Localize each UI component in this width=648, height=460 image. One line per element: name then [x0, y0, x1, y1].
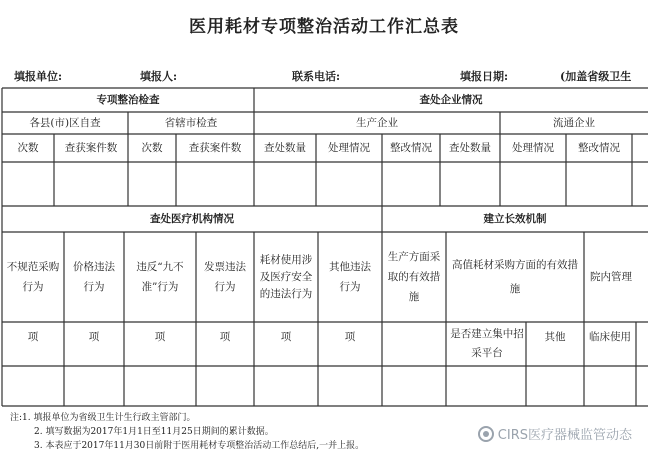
phone-label: 联系电话:: [292, 70, 341, 83]
unit-item-1: 项: [27, 330, 39, 343]
enterprise-investigation-header: 查处企业情况: [419, 93, 483, 106]
watermark: [478, 424, 632, 443]
col-rectification-1: 整改情况: [390, 141, 432, 154]
col-safety-violation: 耗材使用涉及医疗安全的违法行为: [259, 253, 313, 300]
col-other-violation: 其他违法行为: [329, 261, 371, 293]
fill-person-label: 填报人:: [140, 70, 178, 83]
col-other: 其他: [544, 330, 566, 343]
long-term-mechanism-header: 建立长效机制: [483, 212, 547, 225]
col-invoice-violation: 发票违法行为: [204, 261, 246, 293]
fill-date-label: 填报日期:: [460, 70, 509, 83]
col-irregular-purchase: 不规范采购行为: [6, 261, 60, 293]
unit-item-2: 项: [88, 330, 100, 343]
unit-item-3: 项: [154, 330, 166, 343]
col-centralized-platform: 是否建立集中招采平台: [450, 328, 524, 359]
col-clinical-use: 临床使用: [589, 330, 631, 343]
unit-item-4: 项: [219, 330, 231, 343]
note-1: 注:1. 填报单位为省级卫生计生行政主管部门。: [10, 413, 196, 423]
col-cases-2: 查获案件数: [188, 141, 242, 154]
col-procurement-measures: 高值耗材采购方面的有效措施: [452, 259, 578, 295]
col-nine-prohibitions: 违反“九不准”行为: [136, 261, 184, 293]
col-production-measures: 生产方面采取的有效措施: [387, 251, 441, 303]
col-handling-2: 处理情况: [512, 141, 554, 154]
production-enterprise: 生产企业: [356, 116, 398, 129]
wechat-icon: [478, 426, 494, 442]
col-price-violation: 价格违法行为: [73, 261, 115, 293]
city-inspection: 省辖市检查: [164, 116, 218, 129]
unit-item-6: 项: [344, 330, 356, 343]
medical-institution-header: 查处医疗机构情况: [150, 212, 234, 225]
circulation-enterprise: 流通企业: [553, 116, 595, 129]
stamp-note: (加盖省级卫生: [560, 70, 632, 83]
col-handling-1: 处理情况: [328, 141, 370, 154]
special-inspection-header: 专项整治检查: [96, 93, 160, 106]
page-title: 医用耗材专项整治活动工作汇总表: [189, 17, 459, 37]
col-internal-management: 院内管理: [590, 270, 632, 283]
col-rectification-2: 整改情况: [578, 141, 620, 154]
col-cases-1: 查获案件数: [64, 141, 118, 154]
note-3: 3. 本表应于2017年11月30日前附于医用耗材专项整治活动工作总结后,一并上报。: [34, 441, 365, 451]
unit-item-5: 项: [280, 330, 292, 343]
county-self-inspection: 各县(市)区自查: [29, 116, 101, 129]
col-investigated-2: 查处数量: [449, 141, 491, 154]
note-2: 2. 填写数据为2017年1月1日至11月25日期间的累计数据。: [34, 427, 274, 437]
fill-unit-label: 填报单位:: [14, 70, 63, 83]
col-count-1: 次数: [17, 141, 39, 154]
watermark-text: CIRS医疗器械监管动态: [497, 428, 632, 443]
col-count-2: 次数: [141, 141, 163, 154]
col-investigated-1: 查处数量: [264, 141, 306, 154]
